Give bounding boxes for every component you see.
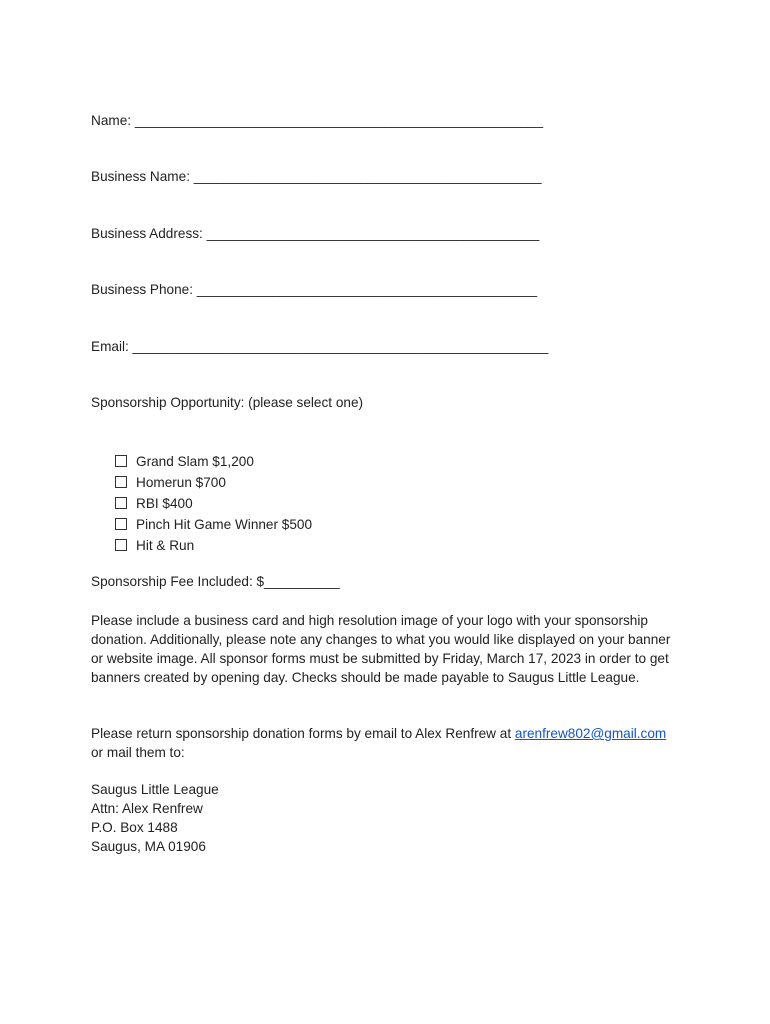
instructions-paragraph: Please include a business card and high resolution image of your logo with your sponsorship donation. Additionally, please note any changes to what you would like displayed on your banner or website image. All sponsor forms must be submitted by Friday, March 17, 2023 in order to get banners created by opening day. Checks should be made payable to Saugus Little League. [91,613,671,685]
address-line: Attn: Alex Renfrew [91,801,203,816]
address-line: Saugus Little League [91,782,219,797]
option-label: Hit & Run [136,537,195,553]
checkbox[interactable] [115,518,127,530]
option-label: RBI $400 [136,495,193,511]
option-homerun[interactable] [115,473,226,491]
checkbox[interactable] [115,455,127,467]
option-hit-and-run[interactable] [115,536,194,554]
option-pinch-hit[interactable] [115,515,312,533]
checkbox[interactable] [115,497,127,509]
return-instructions [91,724,681,762]
email-field[interactable]: Email: _______________________________________________________ [91,339,549,354]
business-address-field[interactable]: Business Address: ____________________________________________ [91,226,540,241]
address-line: Saugus, MA 01906 [91,839,206,854]
option-grand-slam[interactable] [115,452,254,470]
name-field[interactable]: Name: ______________________________________________________ [91,113,544,128]
sponsorship-heading: Sponsorship Opportunity: (please select one) [91,395,364,410]
checkbox[interactable] [115,539,127,551]
sponsorship-fee-field[interactable]: Sponsorship Fee Included: $__________ [91,574,340,589]
business-phone-field[interactable]: Business Phone: _____________________________________________ [91,282,538,297]
option-label: Grand Slam $1,200 [136,453,254,469]
email-link[interactable]: arenfrew802@gmail.com [514,726,667,741]
mailing-address [91,780,219,856]
option-rbi[interactable] [115,494,193,512]
checkbox[interactable] [115,476,127,488]
return-text: Please return sponsorship donation forms by email to Alex Renfrew at [91,726,515,741]
return-suffix: or mail them to: [91,745,185,760]
option-label: Homerun $700 [136,474,226,490]
address-line: P.O. Box 1488 [91,820,178,835]
business-name-field[interactable]: Business Name: ______________________________________________ [91,169,542,184]
option-label: Pinch Hit Game Winner $500 [136,516,313,532]
